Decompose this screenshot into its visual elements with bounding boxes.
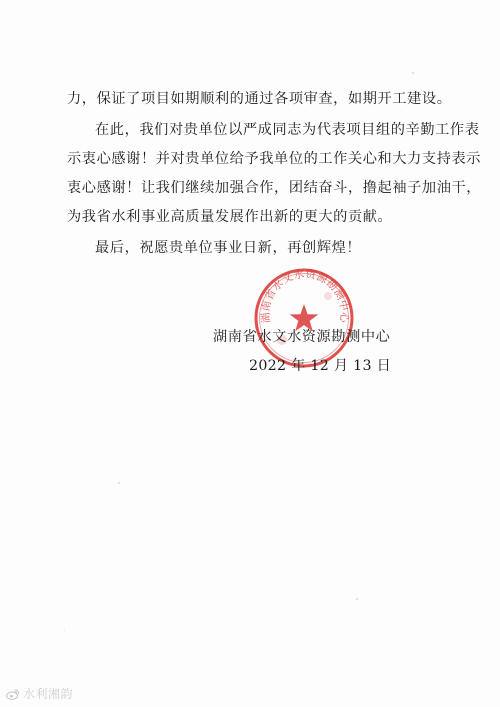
official-seal bbox=[252, 266, 356, 370]
paper-speck bbox=[118, 482, 120, 484]
letter-line-4: 衷心感谢！让我们继续加强合作，团结奋斗，撸起袖子加油干， bbox=[67, 180, 482, 196]
paper-speck bbox=[356, 598, 358, 600]
letter-line-1: 力，保证了项目如期顺利的通过各项审查，如期开工建设。 bbox=[67, 91, 452, 107]
source-watermark bbox=[6, 686, 73, 702]
svg-text:湖南省水文水资源勘测中心: 湖南省水文水资源勘测中心 bbox=[259, 268, 351, 324]
letter-line-5: 为我省水利事业高质量发展作出新的更大的贡献。 bbox=[67, 209, 393, 225]
weibo-icon bbox=[6, 687, 20, 701]
signature-date: 2022 年 12 月 13 日 bbox=[249, 358, 392, 374]
letter-line-3: 示衷心感谢！并对贵单位给予我单位的工作关心和大力支持表示 bbox=[67, 151, 482, 167]
letter-line-6: 最后，祝愿贵单位事业日新，再创辉煌！ bbox=[95, 240, 362, 256]
paper-speck bbox=[64, 630, 65, 631]
watermark-text: 水利湘韵 bbox=[23, 687, 74, 701]
signature-organization: 湖南省水文水资源勘测中心 bbox=[213, 329, 391, 345]
paper-speck bbox=[412, 72, 414, 74]
letter-line-2: 在此，我们对贵单位以严成同志为代表项目组的辛勤工作表 bbox=[95, 122, 480, 138]
